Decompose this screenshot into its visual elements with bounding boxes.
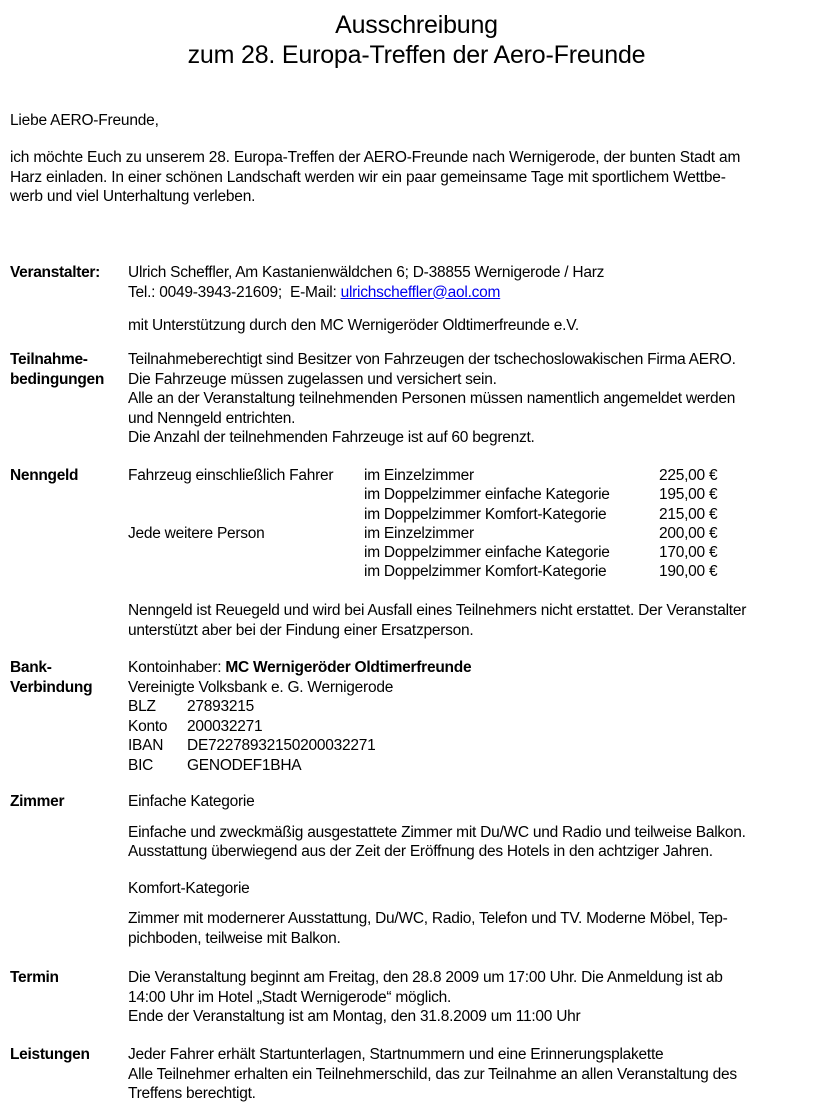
termin-line: Ende der Veranstaltung ist am Montag, den 31.8.2009 um 11:00 Uhr [128, 1008, 581, 1025]
bank-detail-row [128, 717, 828, 737]
leistung-line: Alle Teilnehmer erhalten ein Teilnehmerschild, das zur Teilnahme an allen Veranstaltung des [128, 1065, 737, 1083]
section-label-teilnahme [10, 350, 104, 389]
bank-detail-value: DE72278932150200032271 [187, 737, 376, 754]
intro-paragraph [10, 148, 828, 207]
fee-row [128, 562, 828, 581]
fee-room: im Einzelzimmer [364, 467, 474, 484]
condition-line: Die Anzahl der teilnehmenden Fahrzeuge ist auf 60 begrenzt. [128, 429, 535, 446]
fee-room: im Doppelzimmer einfache Kategorie [364, 486, 610, 504]
fee-room: im Doppelzimmer Komfort-Kategorie [364, 563, 607, 581]
room-category-comfort: Komfort-Kategorie [128, 879, 250, 897]
bank-detail-row [128, 736, 828, 756]
fee-row [128, 466, 828, 485]
fee-note-line: Nenngeld ist Reuegeld und wird bei Ausfall eines Teilnehmers nicht erstattet. Der Veranstalter [128, 602, 747, 619]
section-teilnahme [128, 350, 828, 448]
condition-line: und Nenngeld entrichten. [128, 409, 296, 427]
fee-table [128, 466, 828, 582]
fee-note-line: unterstützt aber bei der Findung einer Ersatzperson. [128, 621, 474, 639]
bank-detail-key: IBAN [128, 737, 164, 754]
bank-detail-value: GENODEF1BHA [187, 756, 302, 774]
room-simple-line: Ausstattung überwiegend aus der Zeit der Eröffnung des Hotels in den achtziger Jahren. [128, 843, 713, 860]
room-comfort-line: pichboden, teilweise mit Balkon. [128, 929, 341, 947]
condition-line: Alle an der Veranstaltung teilnehmenden Personen müssen namentlich angemeldet werden [128, 390, 736, 407]
account-holder [128, 658, 828, 678]
intro-line: Harz einladen. In einer schönen Landschaft werden wir ein paar gemeinsame Tage mit sportlichem Wettbe- [10, 168, 726, 186]
greeting: Liebe AERO-Freunde, [10, 112, 159, 129]
section-termin [128, 968, 828, 1027]
intro-line: werb und viel Unterhaltung verleben. [10, 188, 256, 205]
bank-detail-value: 27893215 [187, 698, 254, 715]
section-veranstalter [128, 263, 828, 336]
bank-detail-row [128, 756, 828, 776]
section-bank [128, 658, 828, 775]
label-line: Bank- [10, 659, 52, 676]
section-label-veranstalter: Veranstalter: [10, 264, 101, 281]
bank-detail-row [128, 697, 828, 717]
intro-line: ich möchte Euch zu unserem 28. Europa-Treffen der AERO-Freunde nach Wernigerode, der bunten Stadt am [10, 149, 741, 166]
phone-text: Tel.: 0049-3943-21609; E-Mail: [128, 283, 341, 301]
title-line-1: Ausschreibung [335, 11, 498, 39]
fee-row [128, 505, 828, 524]
document-title [0, 10, 833, 70]
section-zimmer [128, 792, 828, 948]
fee-price: 170,00 € [659, 544, 718, 562]
bank-detail-value: 200032271 [187, 717, 263, 735]
fee-row [128, 485, 828, 504]
section-leistungen [128, 1045, 828, 1104]
leistung-line: Jeder Fahrer erhält Startunterlagen, Startnummern und eine Erinnerungsplakette [128, 1046, 664, 1063]
fee-who: Fahrzeug einschließlich Fahrer [128, 467, 334, 484]
room-category-simple: Einfache Kategorie [128, 793, 255, 810]
section-label-termin: Termin [10, 969, 59, 986]
section-label-leistungen: Leistungen [10, 1046, 90, 1063]
fee-room: im Doppelzimmer einfache Kategorie [364, 544, 610, 562]
condition-line: Die Fahrzeuge müssen zugelassen und versichert sein. [128, 370, 497, 388]
fee-who: Jede weitere Person [128, 524, 265, 542]
fee-price: 190,00 € [659, 563, 718, 581]
email-link[interactable]: ulrichscheffler@aol.com [340, 283, 501, 301]
label-line: Teilnahme- [10, 351, 88, 368]
fee-room: im Doppelzimmer Komfort-Kategorie [364, 505, 607, 523]
termin-line: Die Veranstaltung beginnt am Freitag, den 28.8 2009 um 17:00 Uhr. Die Anmeldung ist ab [128, 969, 723, 986]
fee-price: 195,00 € [659, 486, 718, 504]
bank-detail-key: Konto [128, 717, 168, 735]
fee-row [128, 543, 828, 562]
label-line: Verbindung [10, 678, 93, 696]
termin-line: 14:00 Uhr im Hotel „Stadt Wernigerode“ möglich. [128, 988, 452, 1006]
bank-detail-key: BLZ [128, 698, 156, 715]
organizer-address: Ulrich Scheffler, Am Kastanienwäldchen 6; D-38855 Wernigerode / Harz [128, 264, 605, 281]
fee-price: 225,00 € [659, 467, 718, 484]
section-label-nenngeld: Nenngeld [10, 467, 79, 484]
fee-room: im Einzelzimmer [364, 524, 474, 542]
room-comfort-line: Zimmer mit modernerer Ausstattung, Du/WC, Radio, Telefon und TV. Moderne Möbel, Tep- [128, 910, 728, 927]
organizer-support: mit Unterstützung durch den MC Wernigeröder Oldtimerfreunde e.V. [128, 317, 579, 334]
section-label-bank [10, 658, 92, 697]
holder-name: MC Wernigeröder Oldtimerfreunde [225, 659, 472, 676]
section-label-zimmer: Zimmer [10, 793, 65, 810]
holder-prefix: Kontoinhaber: [128, 659, 226, 676]
bank-name: Vereinigte Volksbank e. G. Wernigerode [128, 678, 394, 696]
room-simple-line: Einfache und zweckmäßig ausgestattete Zimmer mit Du/WC und Radio und teilweise Balkon. [128, 823, 746, 841]
condition-line: Teilnahmeberechtigt sind Besitzer von Fahrzeugen der tschechoslowakischen Firma AERO. [128, 351, 736, 368]
fee-price: 215,00 € [659, 505, 718, 523]
leistung-line: Treffens berechtigt. [128, 1085, 256, 1102]
fee-row [128, 524, 828, 543]
fee-note [128, 601, 828, 640]
title-line-2: zum 28. Europa-Treffen der Aero-Freunde [187, 41, 646, 69]
label-line: bedingungen [10, 370, 104, 388]
organizer-contact [128, 283, 828, 303]
fee-price: 200,00 € [659, 524, 718, 542]
bank-detail-key: BIC [128, 756, 154, 774]
